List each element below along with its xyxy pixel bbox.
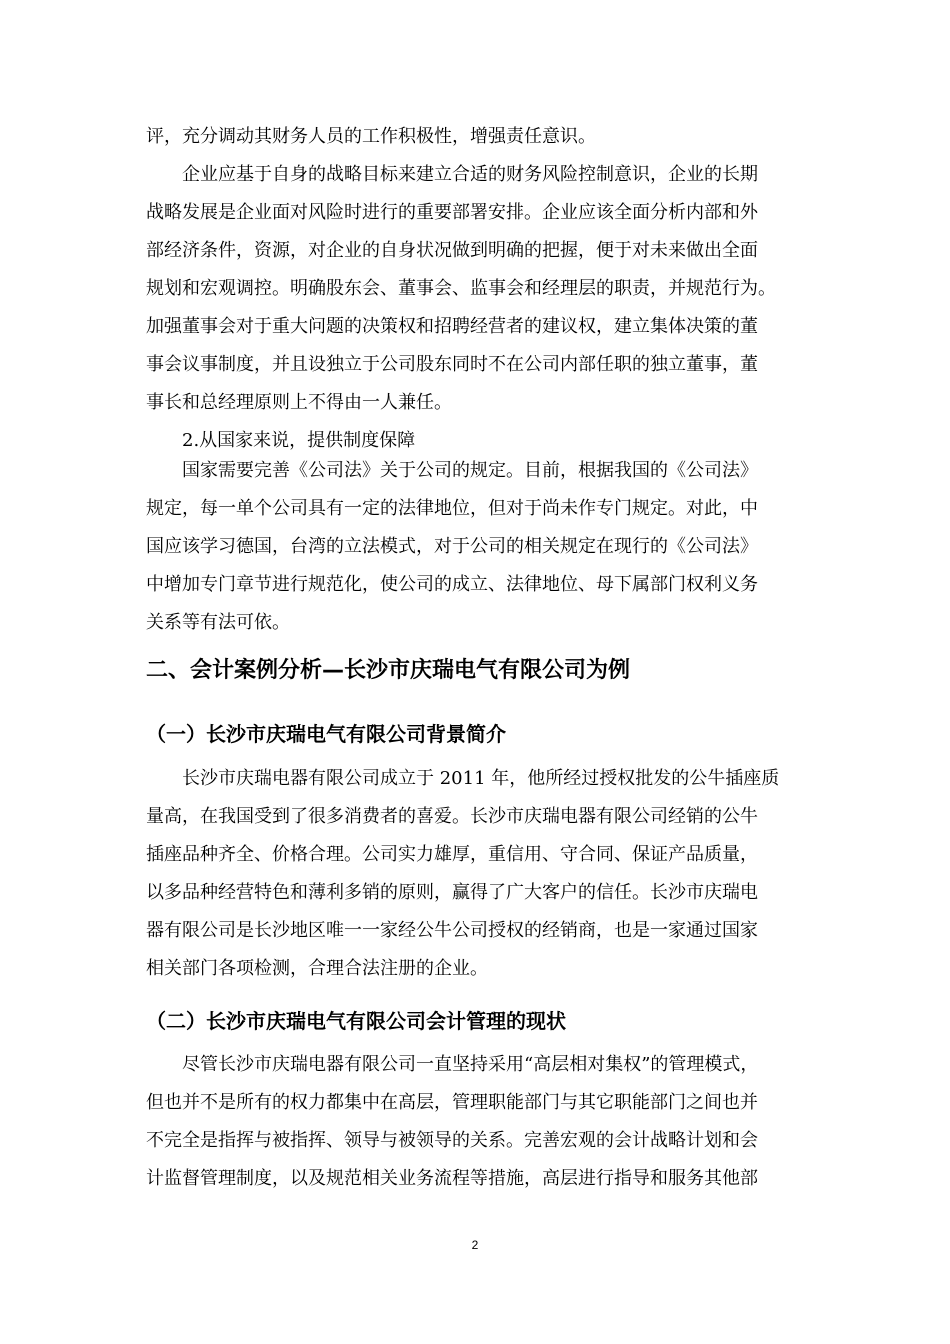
text-line: 部经济条件，资源，对企业的自身状况做到明确的把握，便于对未来做出全面 (146, 240, 758, 261)
page-number: 2 (471, 1238, 479, 1252)
text-line: 战略发展是企业面对风险时进行的重要部署安排。企业应该全面分析内部和外 (146, 202, 758, 223)
text-line: 规划和宏观调控。明确股东会、董事会、监事会和经理层的职责，并规范行为。 (146, 278, 776, 299)
text-line: 尽管长沙市庆瑞电器有限公司一直坚持采用“高层相对集权”的管理模式， (182, 1054, 759, 1075)
text-line: 以多品种经营特色和薄利多销的原则，赢得了广大客户的信任。长沙市庆瑞电 (146, 882, 758, 903)
paragraph-5 (146, 1046, 836, 1198)
text-line: 规定，每一单个公司具有一定的法律地位，但对于尚未作专门规定。对此，中 (146, 498, 758, 519)
text-line: 2.从国家来说，提供制度保障 (182, 430, 416, 451)
text-line: 评，充分调动其财务人员的工作积极性，增强责任意识。 (146, 126, 596, 147)
text-line: 中增加专门章节进行规范化，使公司的成立、法律地位、母下属部门权利义务 (146, 574, 758, 595)
text-line: 相关部门各项检测，合理合法注册的企业。 (146, 958, 488, 979)
text-line: 事会议事制度，并且设独立于公司股东同时不在公司内部任职的独立董事，董 (146, 354, 758, 375)
text-line: 量高，在我国受到了很多消费者的喜爱。长沙市庆瑞电器有限公司经销的公牛 (146, 806, 758, 827)
paragraph-1 (146, 118, 836, 156)
text-line: 插座品种齐全、价格合理。公司实力雄厚，重信用、守合同、保证产品质量， (146, 844, 758, 865)
text-line: 关系等有法可依。 (146, 612, 290, 633)
text-line: 国应该学习德国，台湾的立法模式，对于公司的相关规定在现行的《公司法》 (146, 536, 758, 557)
paragraph-2 (146, 156, 836, 422)
text-line: 长沙市庆瑞电器有限公司成立于 2011 年，他所经过授权批发的公牛插座质 (182, 768, 780, 789)
paragraph-4 (146, 760, 836, 988)
text-line: 加强董事会对于重大问题的决策权和招聘经营者的建议权，建立集体决策的董 (146, 316, 758, 337)
text-line: 器有限公司是长沙地区唯一一家经公牛公司授权的经销商，也是一家通过国家 (146, 920, 758, 941)
section-heading: 二、会计案例分析—长沙市庆瑞电气有限公司为例 (146, 658, 631, 683)
text-line: 企业应基于自身的战略目标来建立合适的财务风险控制意识，企业的长期 (182, 164, 758, 185)
text-line: 国家需要完善《公司法》关于公司的规定。目前，根据我国的《公司法》 (182, 460, 758, 481)
text-line: 但也并不是所有的权力都集中在高层，管理职能部门与其它职能部门之间也并 (146, 1092, 758, 1113)
paragraph-3 (146, 452, 836, 642)
subsection-heading-1: （一）长沙市庆瑞电气有限公司背景简介 (146, 722, 506, 746)
subsection-heading-2: （二）长沙市庆瑞电气有限公司会计管理的现状 (146, 1009, 566, 1033)
text-line: 计监督管理制度，以及规范相关业务流程等措施，高层进行指导和服务其他部 (146, 1168, 758, 1189)
text-line: 事长和总经理原则上不得由一人兼任。 (146, 392, 452, 413)
text-line: 不完全是指挥与被指挥、领导与被领导的关系。完善宏观的会计战略计划和会 (146, 1130, 758, 1151)
